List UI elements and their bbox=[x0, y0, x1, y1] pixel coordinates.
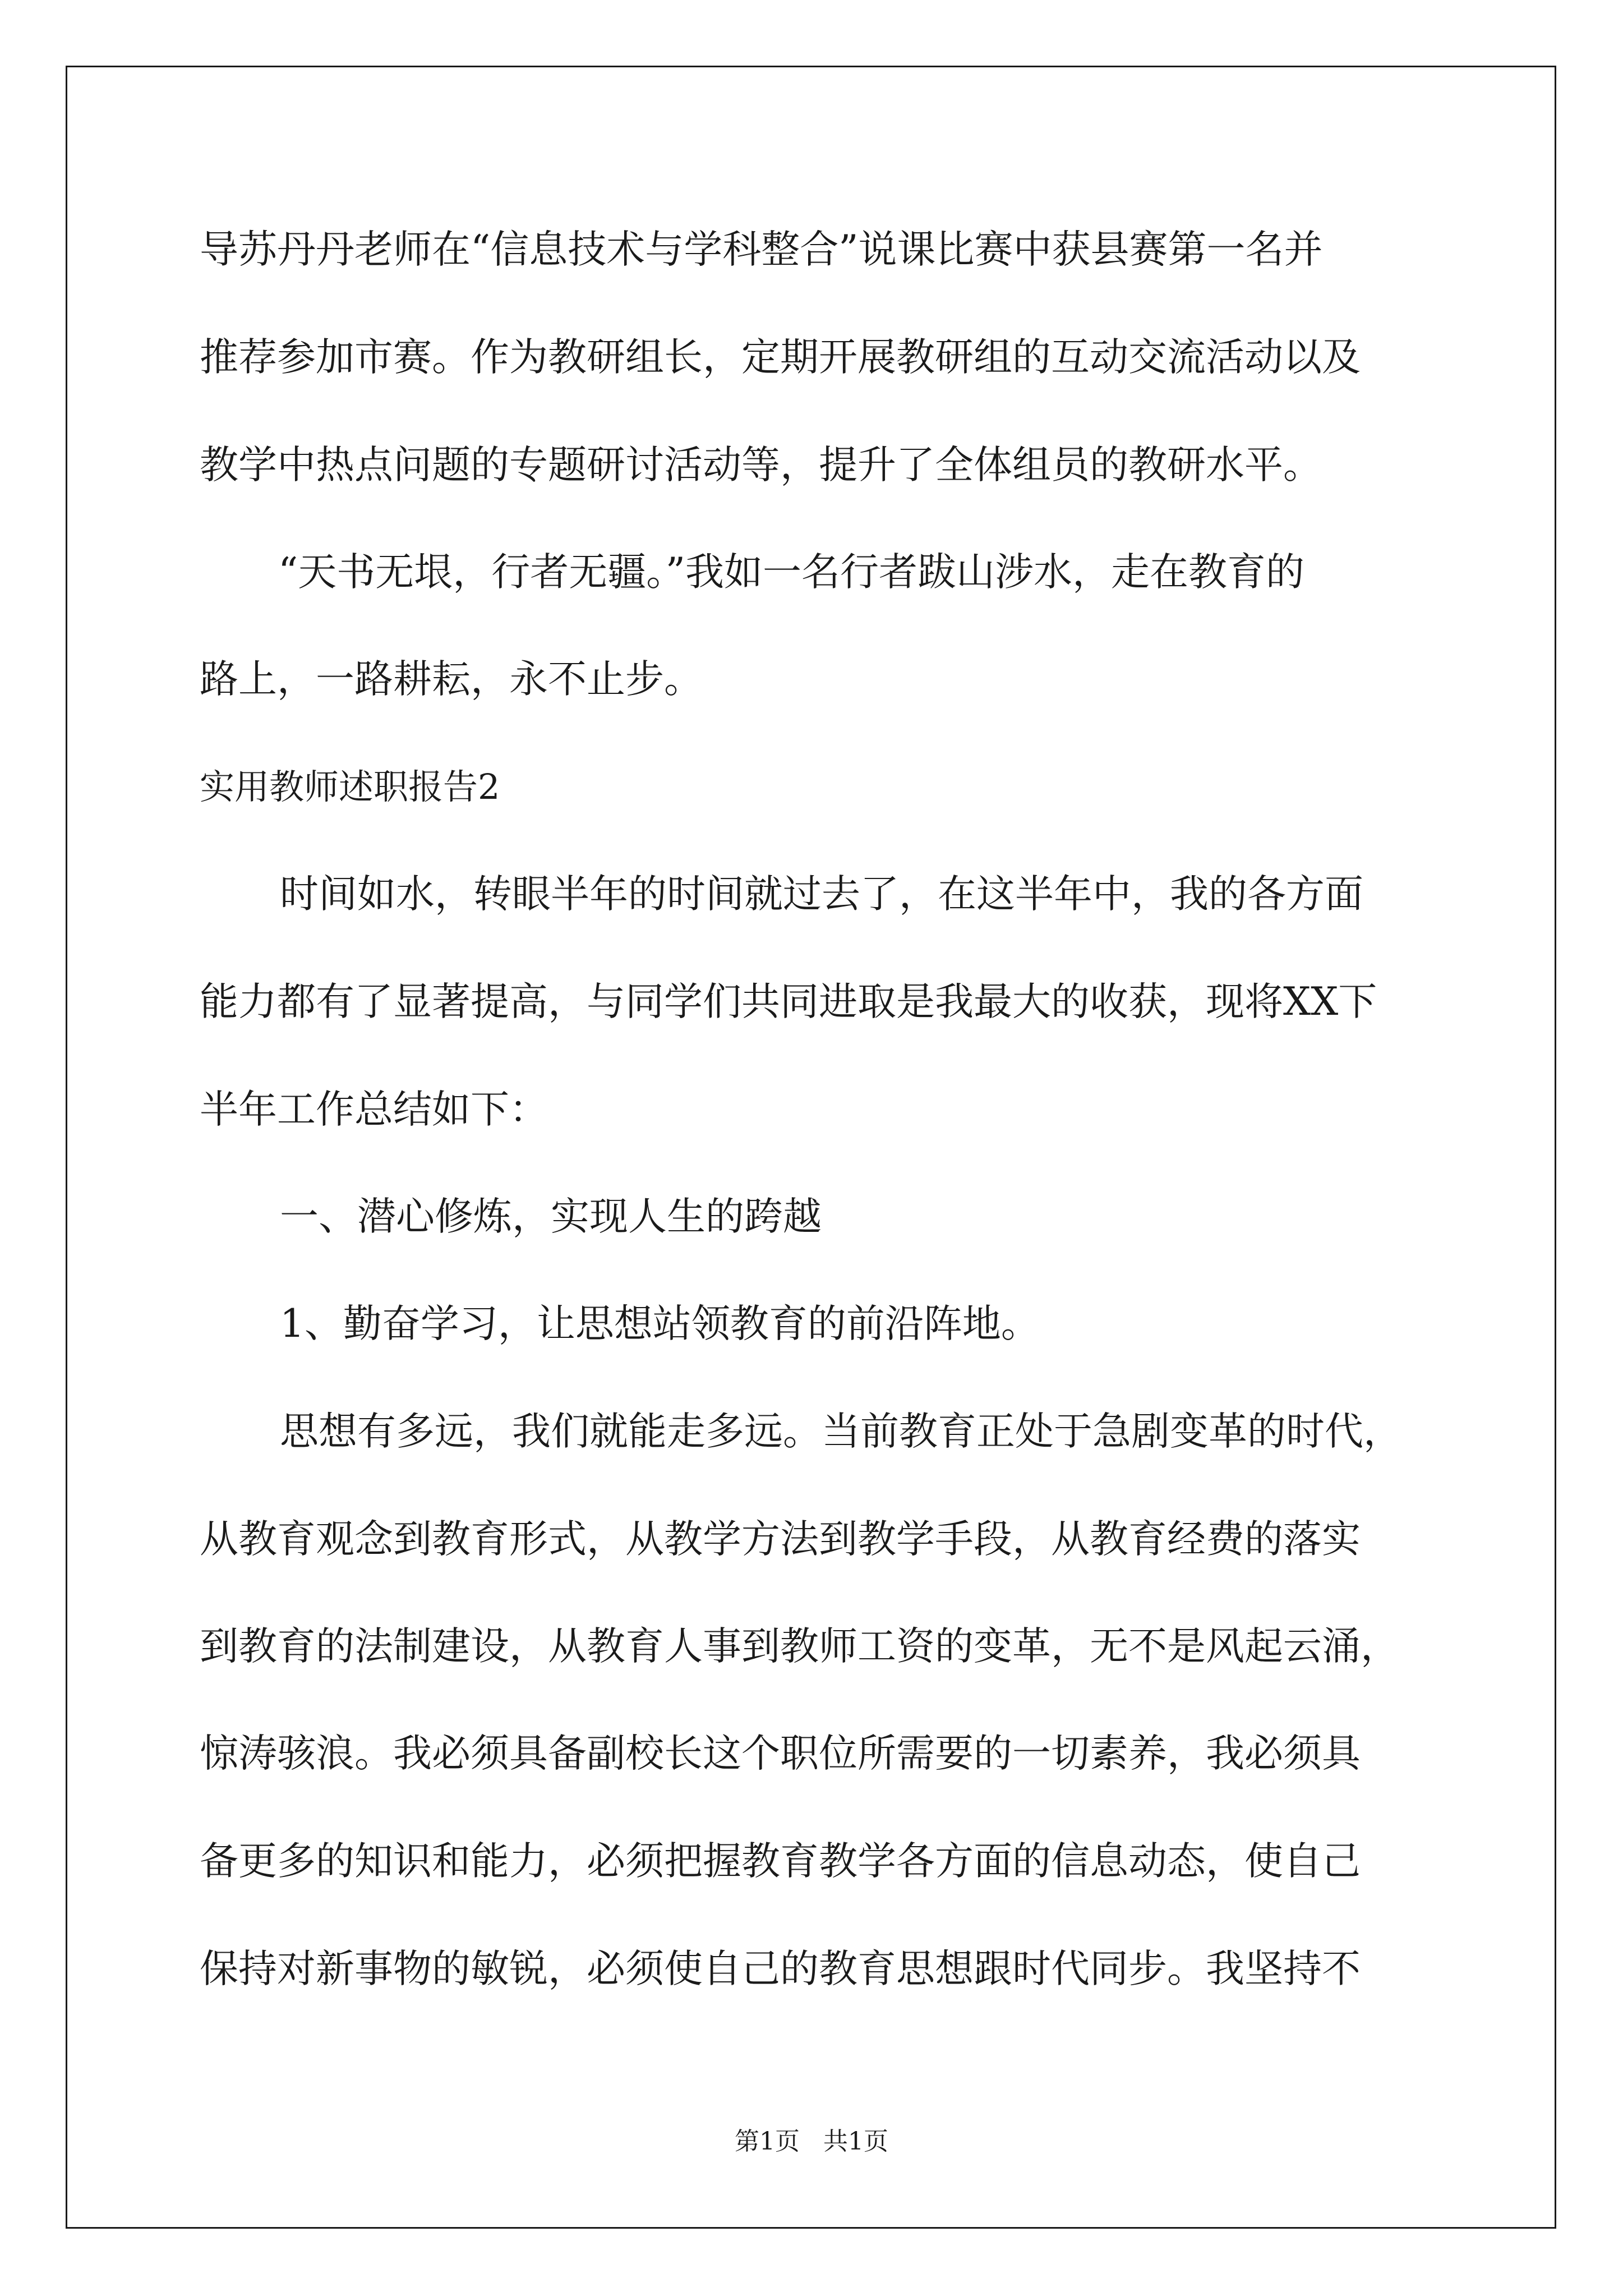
body-line: “天书无垠，行者无疆。”我如一名行者跋山涉水，走在教育的 bbox=[278, 550, 1305, 595]
body-line: 半年工作总结如下： bbox=[200, 1087, 548, 1132]
page-footer: 第1页 共1页 bbox=[735, 2127, 888, 2156]
body-line: 到教育的法制建设，从教育人事到教师工资的变革，无不是风起云涌， bbox=[200, 1624, 1399, 1669]
page-border bbox=[66, 66, 1556, 2229]
body-line: 从教育观念到教育形式，从教学方法到教学手段，从教育经费的落实 bbox=[200, 1517, 1361, 1562]
body-line: 一、潜心修炼，实现人生的跨越 bbox=[280, 1194, 822, 1239]
body-line: 思想有多远，我们就能走多远。当前教育正处于急剧变革的时代， bbox=[280, 1409, 1402, 1454]
body-line: 1、勤奋学习，让思想站领教育的前沿阵地。 bbox=[280, 1301, 1040, 1346]
body-line: 备更多的知识和能力，必须把握教育教学各方面的信息动态，使自己 bbox=[200, 1839, 1361, 1884]
body-line: 时间如水，转眼半年的时间就过去了，在这半年中，我的各方面 bbox=[280, 872, 1363, 917]
body-line: 导苏丹丹老师在“信息技术与学科整合”说课比赛中获县赛第一名并 bbox=[200, 227, 1323, 272]
body-line: 推荐参加市赛。作为教研组长，定期开展教研组的互动交流活动以及 bbox=[200, 335, 1361, 380]
body-line: 保持对新事物的敏锐，必须使自己的教育思想跟时代同步。我坚持不 bbox=[200, 1947, 1361, 1991]
body-line: 惊涛骇浪。我必须具备副校长这个职位所需要的一切素养，我必须具 bbox=[200, 1731, 1361, 1776]
section-heading: 实用教师述职报告2 bbox=[200, 766, 500, 807]
body-line: 教学中热点问题的专题研讨活动等，提升了全体组员的教研水平。 bbox=[200, 443, 1322, 487]
body-line: 能力都有了显著提高，与同学们共同进取是我最大的收获，现将XX下 bbox=[200, 979, 1377, 1024]
body-line: 路上，一路耕耘，永不止步。 bbox=[200, 657, 703, 702]
